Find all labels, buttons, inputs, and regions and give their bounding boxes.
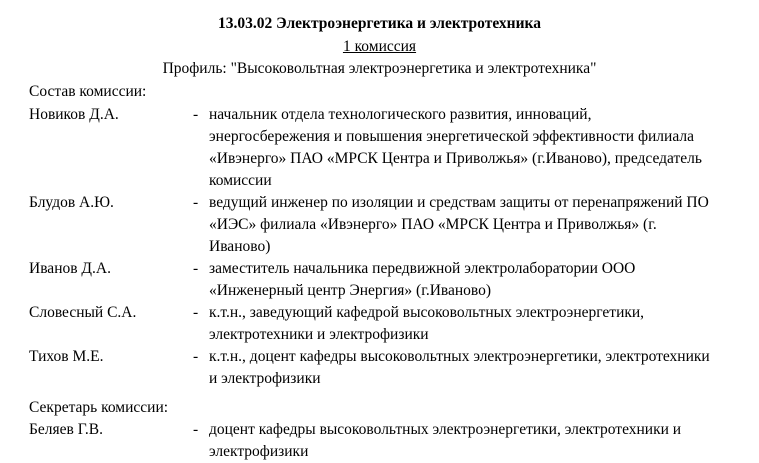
description-line: и электрофизики <box>209 370 321 387</box>
description-line: ведущий инженер по изоляции и средствам защиты от перенапряжений ПО <box>209 194 709 211</box>
secretary-description <box>209 419 757 463</box>
description-line: «Ивэнерго» ПАО «МРСК Центра и Приволжья» (г.Иваново), председатель <box>209 150 702 167</box>
member-name: Словесный С.А. <box>29 304 137 321</box>
description-line: электрофизики <box>209 443 309 460</box>
description-line: энергосбережения и повышения энергетической эффективности филиала <box>209 128 694 145</box>
member-dash: - <box>193 194 199 211</box>
description-line: «ИЭС» филиала «Ивэнерго» ПАО «МРСК Центра и Приволжья» (г. <box>209 216 657 233</box>
member-description <box>209 192 757 258</box>
member-name: Тихов М.Е. <box>29 348 104 365</box>
description-line: начальник отдела технологического развития, инноваций, <box>209 106 592 123</box>
member-dash: - <box>193 348 199 365</box>
secretary-label: Секретарь комиссии: <box>29 399 169 416</box>
member-description <box>209 258 757 302</box>
document-title: 13.03.02 Электроэнергетика и электротехника <box>218 15 541 32</box>
member-dash: - <box>193 304 199 321</box>
description-line: заместитель начальника передвижной электролаборатории ООО <box>209 260 636 277</box>
composition-label: Состав комиссии: <box>29 83 147 100</box>
profile-line: Профиль: "Высоковольтная электроэнергетика и электротехника" <box>162 60 597 77</box>
description-line: доцент кафедры высоковольтных электроэнергетики, электротехники и <box>209 421 682 438</box>
description-line: «Инженерный центр Энергия» (г.Иваново) <box>209 282 492 299</box>
commission-number-text: 1 комиссия <box>342 38 417 55</box>
commission-number <box>0 36 759 58</box>
member-name: Иванов Д.А. <box>29 260 111 277</box>
member-description <box>209 302 757 346</box>
member-dash: - <box>193 260 199 277</box>
member-description <box>209 104 757 192</box>
description-line: к.т.н., доцент кафедры высоковольтных электроэнергетики, электротехники <box>209 348 710 365</box>
description-line: комиссии <box>209 172 272 189</box>
member-dash: - <box>193 106 199 123</box>
secretary-dash: - <box>193 421 199 438</box>
secretary-name: Беляев Г.В. <box>29 421 104 438</box>
description-line: электротехники и электрофизики <box>209 326 429 343</box>
member-description <box>209 346 757 390</box>
description-line: Иваново) <box>209 238 271 255</box>
member-name: Новиков Д.А. <box>29 106 119 123</box>
member-name: Блудов А.Ю. <box>29 194 114 211</box>
description-line: к.т.н., заведующий кафедрой высоковольтных электроэнергетики, <box>209 304 645 321</box>
